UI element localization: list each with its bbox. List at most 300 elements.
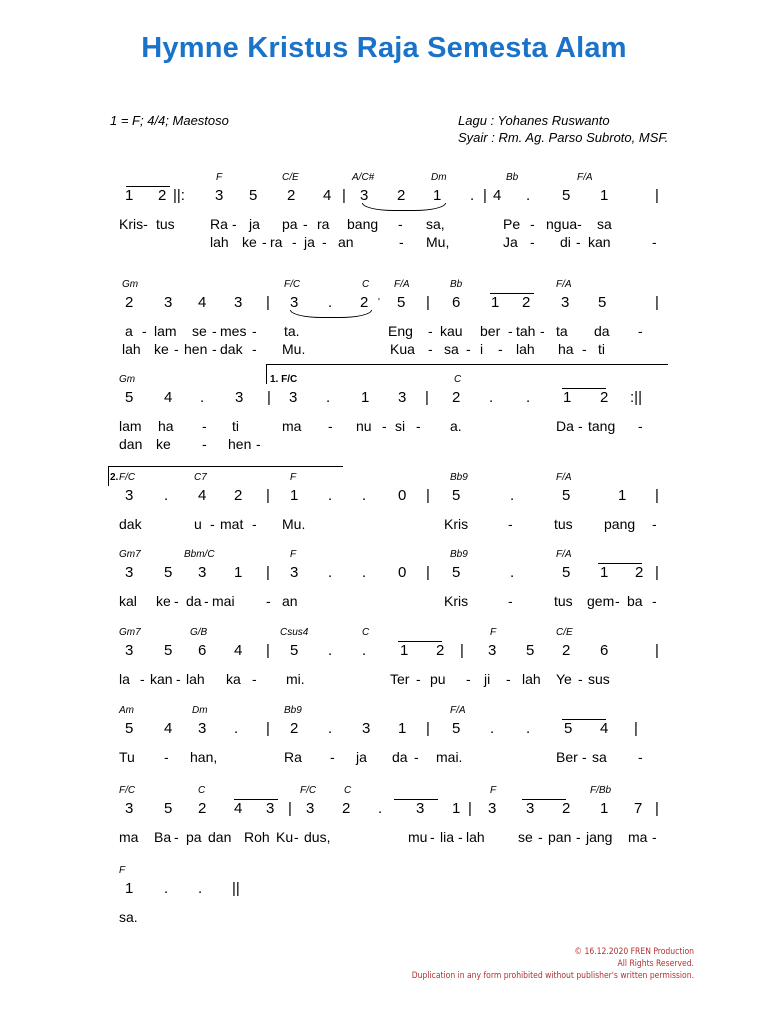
lyric: - (256, 436, 261, 452)
note: 1 (563, 389, 572, 406)
note-dot: . (164, 880, 169, 897)
note: 6 (198, 642, 207, 659)
note-dot: . (526, 389, 531, 406)
lyric: mai (212, 593, 235, 609)
barline: | (468, 800, 472, 817)
note: 0 (398, 487, 407, 504)
lyric: ke (154, 341, 169, 357)
note: 3 (488, 642, 497, 659)
lyric: da (186, 593, 202, 609)
note-dot: . (234, 720, 239, 737)
chord: Gm7 (119, 549, 141, 560)
note: 1 (600, 187, 609, 204)
note: 3 (398, 389, 407, 406)
barline: | (266, 564, 270, 581)
volta-1-bracket (266, 364, 668, 365)
lyric: mes (220, 323, 247, 339)
note: 1 (600, 564, 609, 581)
lyric: mu (408, 829, 428, 845)
note: 3 (526, 800, 535, 817)
lyric: dus, (304, 829, 331, 845)
lyric: Kris (444, 593, 469, 609)
chord: Bb (506, 172, 519, 183)
lyric: - (652, 234, 657, 250)
lyric: nu (356, 418, 372, 434)
lyric: - (498, 341, 503, 357)
barline: | (655, 642, 659, 659)
lyric: Roh (244, 829, 270, 845)
barline: | (266, 294, 270, 311)
note: 3 (125, 487, 134, 504)
lyric: an (338, 234, 354, 250)
lyric: lam (119, 418, 142, 434)
lyric: da (594, 323, 610, 339)
lyric: Ku (276, 829, 294, 845)
lyric: - (652, 593, 657, 609)
lyric: se (518, 829, 533, 845)
note: 4 (234, 642, 243, 659)
lyric: - (252, 341, 257, 357)
barline: | (483, 187, 487, 204)
lyric: - (176, 671, 181, 687)
lyric: Ba (154, 829, 172, 845)
lyric: - (322, 234, 327, 250)
note: 2 (290, 720, 299, 737)
chord: A/C# (352, 172, 375, 183)
note: 1 (125, 880, 134, 897)
lyric: - (428, 341, 433, 357)
lyric: jang (586, 829, 613, 845)
chord: Bb9 (450, 472, 468, 483)
lyric: han, (190, 749, 218, 765)
note-dot: . (362, 487, 367, 504)
lyric: mi. (286, 671, 305, 687)
note: 3 (290, 564, 299, 581)
lyric: la (119, 671, 130, 687)
lyric: - (202, 436, 207, 452)
note: 7 (634, 800, 643, 817)
lyric: tang (588, 418, 616, 434)
chord: F (490, 785, 497, 796)
note: 1 (400, 642, 409, 659)
lyric: Mu. (282, 516, 306, 532)
chord: Gm (122, 279, 139, 290)
barline: | (426, 294, 430, 311)
lyric: - (416, 671, 421, 687)
note: 3 (290, 294, 299, 311)
lyric: dan (119, 436, 143, 452)
lyric: ja (249, 216, 260, 232)
barline: | (426, 720, 430, 737)
note: 3 (561, 294, 570, 311)
lyric: tus (554, 593, 573, 609)
lyric: ji (484, 671, 491, 687)
barline: | (266, 720, 270, 737)
chord: Bb (450, 279, 463, 290)
lyric: ber (480, 323, 501, 339)
lyric: - (202, 418, 207, 434)
note: 2 (342, 800, 351, 817)
note: 3 (164, 294, 173, 311)
chord: Bb9 (450, 549, 468, 560)
note: 2 (452, 389, 461, 406)
note: 1 (433, 187, 442, 204)
note: 3 (362, 720, 371, 737)
lyric: ra (317, 216, 330, 232)
chord: F (119, 865, 126, 876)
chord: F/A (450, 705, 466, 716)
lyric: lia (440, 829, 455, 845)
lyric: - (652, 829, 657, 845)
chord: F (290, 472, 297, 483)
note: 1 (491, 294, 500, 311)
chord: F/A (556, 279, 572, 290)
breath-mark: ' (378, 297, 380, 308)
chord: C (344, 785, 352, 796)
lyric: Kris- (119, 216, 148, 232)
copyright-line: © 16.12.2020 FREN Production (574, 947, 694, 957)
note-dot: . (200, 389, 205, 406)
note-dot: . (526, 720, 531, 737)
lyric: ra (270, 234, 283, 250)
lyric: an (282, 593, 298, 609)
lyric: lah (522, 671, 541, 687)
note: 2 (158, 187, 167, 204)
note-dot: . (362, 642, 367, 659)
lyric: - (142, 323, 147, 339)
lyric: - (252, 671, 257, 687)
lyric: lah (186, 671, 205, 687)
chord: Gm7 (119, 627, 141, 638)
lyric: - (638, 749, 643, 765)
note: 5 (564, 720, 573, 737)
lyric: Ra (210, 216, 228, 232)
barline: | (288, 800, 292, 817)
chord: F/A (577, 172, 593, 183)
note: 2 (397, 187, 406, 204)
note: 5 (164, 564, 173, 581)
barline: | (655, 187, 659, 204)
lyric: sus (588, 671, 610, 687)
lyric: pu (430, 671, 446, 687)
lyric: - (416, 418, 421, 434)
barline: | (655, 487, 659, 504)
note-dot: . (328, 564, 333, 581)
barline: | (266, 642, 270, 659)
chord: Bbm/C (184, 549, 215, 560)
lyric: ja (356, 749, 367, 765)
score-system-3 (110, 371, 670, 453)
lyric: pan (548, 829, 572, 845)
note: 2 (562, 800, 571, 817)
lyric: - (582, 341, 587, 357)
note: 5 (125, 720, 134, 737)
lyric: ke (156, 436, 171, 452)
note: 3 (125, 800, 134, 817)
barline: | (266, 487, 270, 504)
note-dot: . (328, 487, 333, 504)
note: 5 (452, 564, 461, 581)
note: 2 (635, 564, 644, 581)
note-dot: . (378, 800, 383, 817)
lyric: ha (158, 418, 174, 434)
lyric: - (294, 829, 299, 845)
note: 2 (125, 294, 134, 311)
chord: F (490, 627, 497, 638)
key-signature: 1 = F; 4/4; Maestoso (110, 113, 229, 128)
lyric: - (506, 671, 511, 687)
lyric: - (398, 216, 403, 232)
lyricist-credit: Syair : Rm. Ag. Parso Subroto, MSF. (458, 130, 669, 145)
chord: Dm (431, 172, 447, 183)
note: 4 (493, 187, 502, 204)
score-system-5 (110, 546, 670, 610)
lyric: di (560, 234, 571, 250)
note-dot: . (510, 487, 515, 504)
lyric: ke (242, 234, 257, 250)
barline: | (267, 389, 271, 406)
lyric: Da (556, 418, 574, 434)
note: 6 (452, 294, 461, 311)
note: 5 (290, 642, 299, 659)
lyric: ta (556, 323, 568, 339)
note: 3 (306, 800, 315, 817)
final-barline: || (232, 880, 240, 897)
note: 5 (562, 487, 571, 504)
lyric: ka (226, 671, 241, 687)
note: 0 (398, 564, 407, 581)
score-system-6 (110, 624, 670, 688)
lyric: - (212, 341, 217, 357)
lyric: se (192, 323, 207, 339)
lyric: ta. (284, 323, 300, 339)
lyric: Ber (556, 749, 578, 765)
lyric: hen (228, 436, 252, 452)
lyric: sa. (119, 909, 138, 925)
lyric: - (652, 516, 657, 532)
lyric: - (210, 516, 215, 532)
barline: | (426, 564, 430, 581)
lyric-row-verse-2 (110, 233, 670, 251)
lyric: bang (347, 216, 379, 232)
lyric: hen (184, 341, 208, 357)
lyric: lah (210, 234, 229, 250)
note-dot: . (510, 564, 515, 581)
lyric: Ja (503, 234, 518, 250)
lyric: - (414, 749, 419, 765)
lyric: - (638, 418, 643, 434)
lyric: kau (440, 323, 463, 339)
note: 5 (526, 642, 535, 659)
lyric: - (428, 323, 433, 339)
chord: Csus4 (280, 627, 309, 638)
note: 3 (125, 642, 134, 659)
lyric: - (466, 341, 471, 357)
note-dot: . (490, 720, 495, 737)
note: 2 (198, 800, 207, 817)
note: 3 (215, 187, 224, 204)
lyric: gem (587, 593, 615, 609)
note: 5 (452, 720, 461, 737)
note: 2 (360, 294, 369, 311)
chord: F/A (556, 472, 572, 483)
notation-row (110, 187, 670, 205)
lyric: a. (450, 418, 462, 434)
lyric: u (194, 516, 202, 532)
lyric: - (508, 323, 513, 339)
note-dot: . (489, 389, 494, 406)
lyric: ba (627, 593, 643, 609)
chord: C (362, 279, 370, 290)
score-system-9 (110, 862, 670, 926)
lyric: - (582, 749, 587, 765)
chord: C (198, 785, 206, 796)
repeat-end: :|| (630, 389, 642, 406)
note-dot: . (328, 294, 333, 311)
note: 1 (234, 564, 243, 581)
note: 3 (235, 389, 244, 406)
lyric: mai. (436, 749, 463, 765)
lyric: - (576, 829, 581, 845)
lyric: - (430, 829, 435, 845)
chord: F (216, 172, 223, 183)
lyric: - (252, 323, 257, 339)
barline: | (655, 294, 659, 311)
note: 1 (600, 800, 609, 817)
chord: F/A (394, 279, 410, 290)
note-dot: . (362, 564, 367, 581)
lyric: Kris (444, 516, 469, 532)
note: 4 (323, 187, 332, 204)
chord: Dm (192, 705, 208, 716)
note-dot: . (470, 187, 475, 204)
note: 4 (198, 294, 207, 311)
chord: C7 (194, 472, 207, 483)
note: 1 (125, 187, 134, 204)
note: 5 (562, 564, 571, 581)
lyric: - (174, 341, 179, 357)
lyric: - (466, 671, 471, 687)
lyric: sa (592, 749, 607, 765)
lyric: Mu. (282, 341, 306, 357)
note: 5 (164, 642, 173, 659)
chord: Am (119, 705, 134, 716)
chord: C/E (282, 172, 299, 183)
chord-row (110, 169, 670, 187)
note: 2 (522, 294, 531, 311)
note: 3 (266, 800, 275, 817)
volta-2-label: 2. (110, 472, 119, 483)
note: 5 (164, 800, 173, 817)
lyric-row-verse-1 (110, 215, 670, 233)
lyric: ti (232, 418, 239, 434)
barline: | (426, 487, 430, 504)
lyric: Ter (390, 671, 410, 687)
lyric: ha (558, 341, 574, 357)
barline: | (634, 720, 638, 737)
barline: | (342, 187, 346, 204)
chord: Bb9 (284, 705, 302, 716)
note: 1 (290, 487, 299, 504)
volta-2-bracket-edge (108, 466, 109, 486)
lyric: Pe (503, 216, 521, 232)
repeat-start: ||: (173, 187, 185, 204)
lyric: - (458, 829, 463, 845)
note: 4 (164, 389, 173, 406)
lyric: Ye (556, 671, 572, 687)
note: 3 (488, 800, 497, 817)
note: 2 (562, 642, 571, 659)
note-dot: . (326, 389, 331, 406)
lyric: - (578, 418, 583, 434)
lyric: pang (604, 516, 636, 532)
note: 2 (600, 389, 609, 406)
note: 1 (398, 720, 407, 737)
note: 3 (198, 720, 207, 737)
lyric: da (392, 749, 408, 765)
barline: | (655, 564, 659, 581)
score-system-7 (110, 702, 670, 766)
lyric: Eng (388, 323, 413, 339)
chord: F/C (284, 279, 301, 290)
note-dot: . (328, 720, 333, 737)
lyric: Ra (284, 749, 302, 765)
lyric: dan (208, 829, 232, 845)
score-system-2 (110, 276, 670, 358)
note: 5 (452, 487, 461, 504)
chord: F/Bb (590, 785, 612, 796)
note: 4 (234, 800, 243, 817)
lyric: a (125, 323, 133, 339)
lyric: - (530, 216, 535, 232)
lyric: - (578, 671, 583, 687)
chord: C/E (556, 627, 573, 638)
lyric: - (540, 323, 545, 339)
chord: C (454, 374, 462, 385)
lyric: ma (628, 829, 648, 845)
lyric: - (508, 516, 513, 532)
lyric: sa (597, 216, 612, 232)
chord: G/B (190, 627, 208, 638)
lyric: lah (122, 341, 141, 357)
note: 3 (289, 389, 298, 406)
note: 4 (198, 487, 207, 504)
lyric: lah (516, 341, 535, 357)
note: 2 (436, 642, 445, 659)
lyric: - (204, 593, 209, 609)
note: 3 (125, 564, 134, 581)
lyric: si (395, 418, 406, 434)
lyric: ma (119, 829, 139, 845)
lyric: - (328, 418, 333, 434)
lyric: - (303, 216, 308, 232)
note: 4 (164, 720, 173, 737)
lyric: - (508, 593, 513, 609)
lyric: lam (154, 323, 177, 339)
lyric: ma (282, 418, 302, 434)
note: 3 (360, 187, 369, 204)
lyric: - (232, 216, 237, 232)
lyric: pa (282, 216, 298, 232)
barline: | (655, 800, 659, 817)
chord: F (290, 549, 297, 560)
volta-2-bracket (108, 466, 343, 467)
note: 2 (287, 187, 296, 204)
lyric: sa (444, 341, 459, 357)
lyric: sa, (426, 216, 445, 232)
note: 3 (198, 564, 207, 581)
lyric: kan (150, 671, 173, 687)
